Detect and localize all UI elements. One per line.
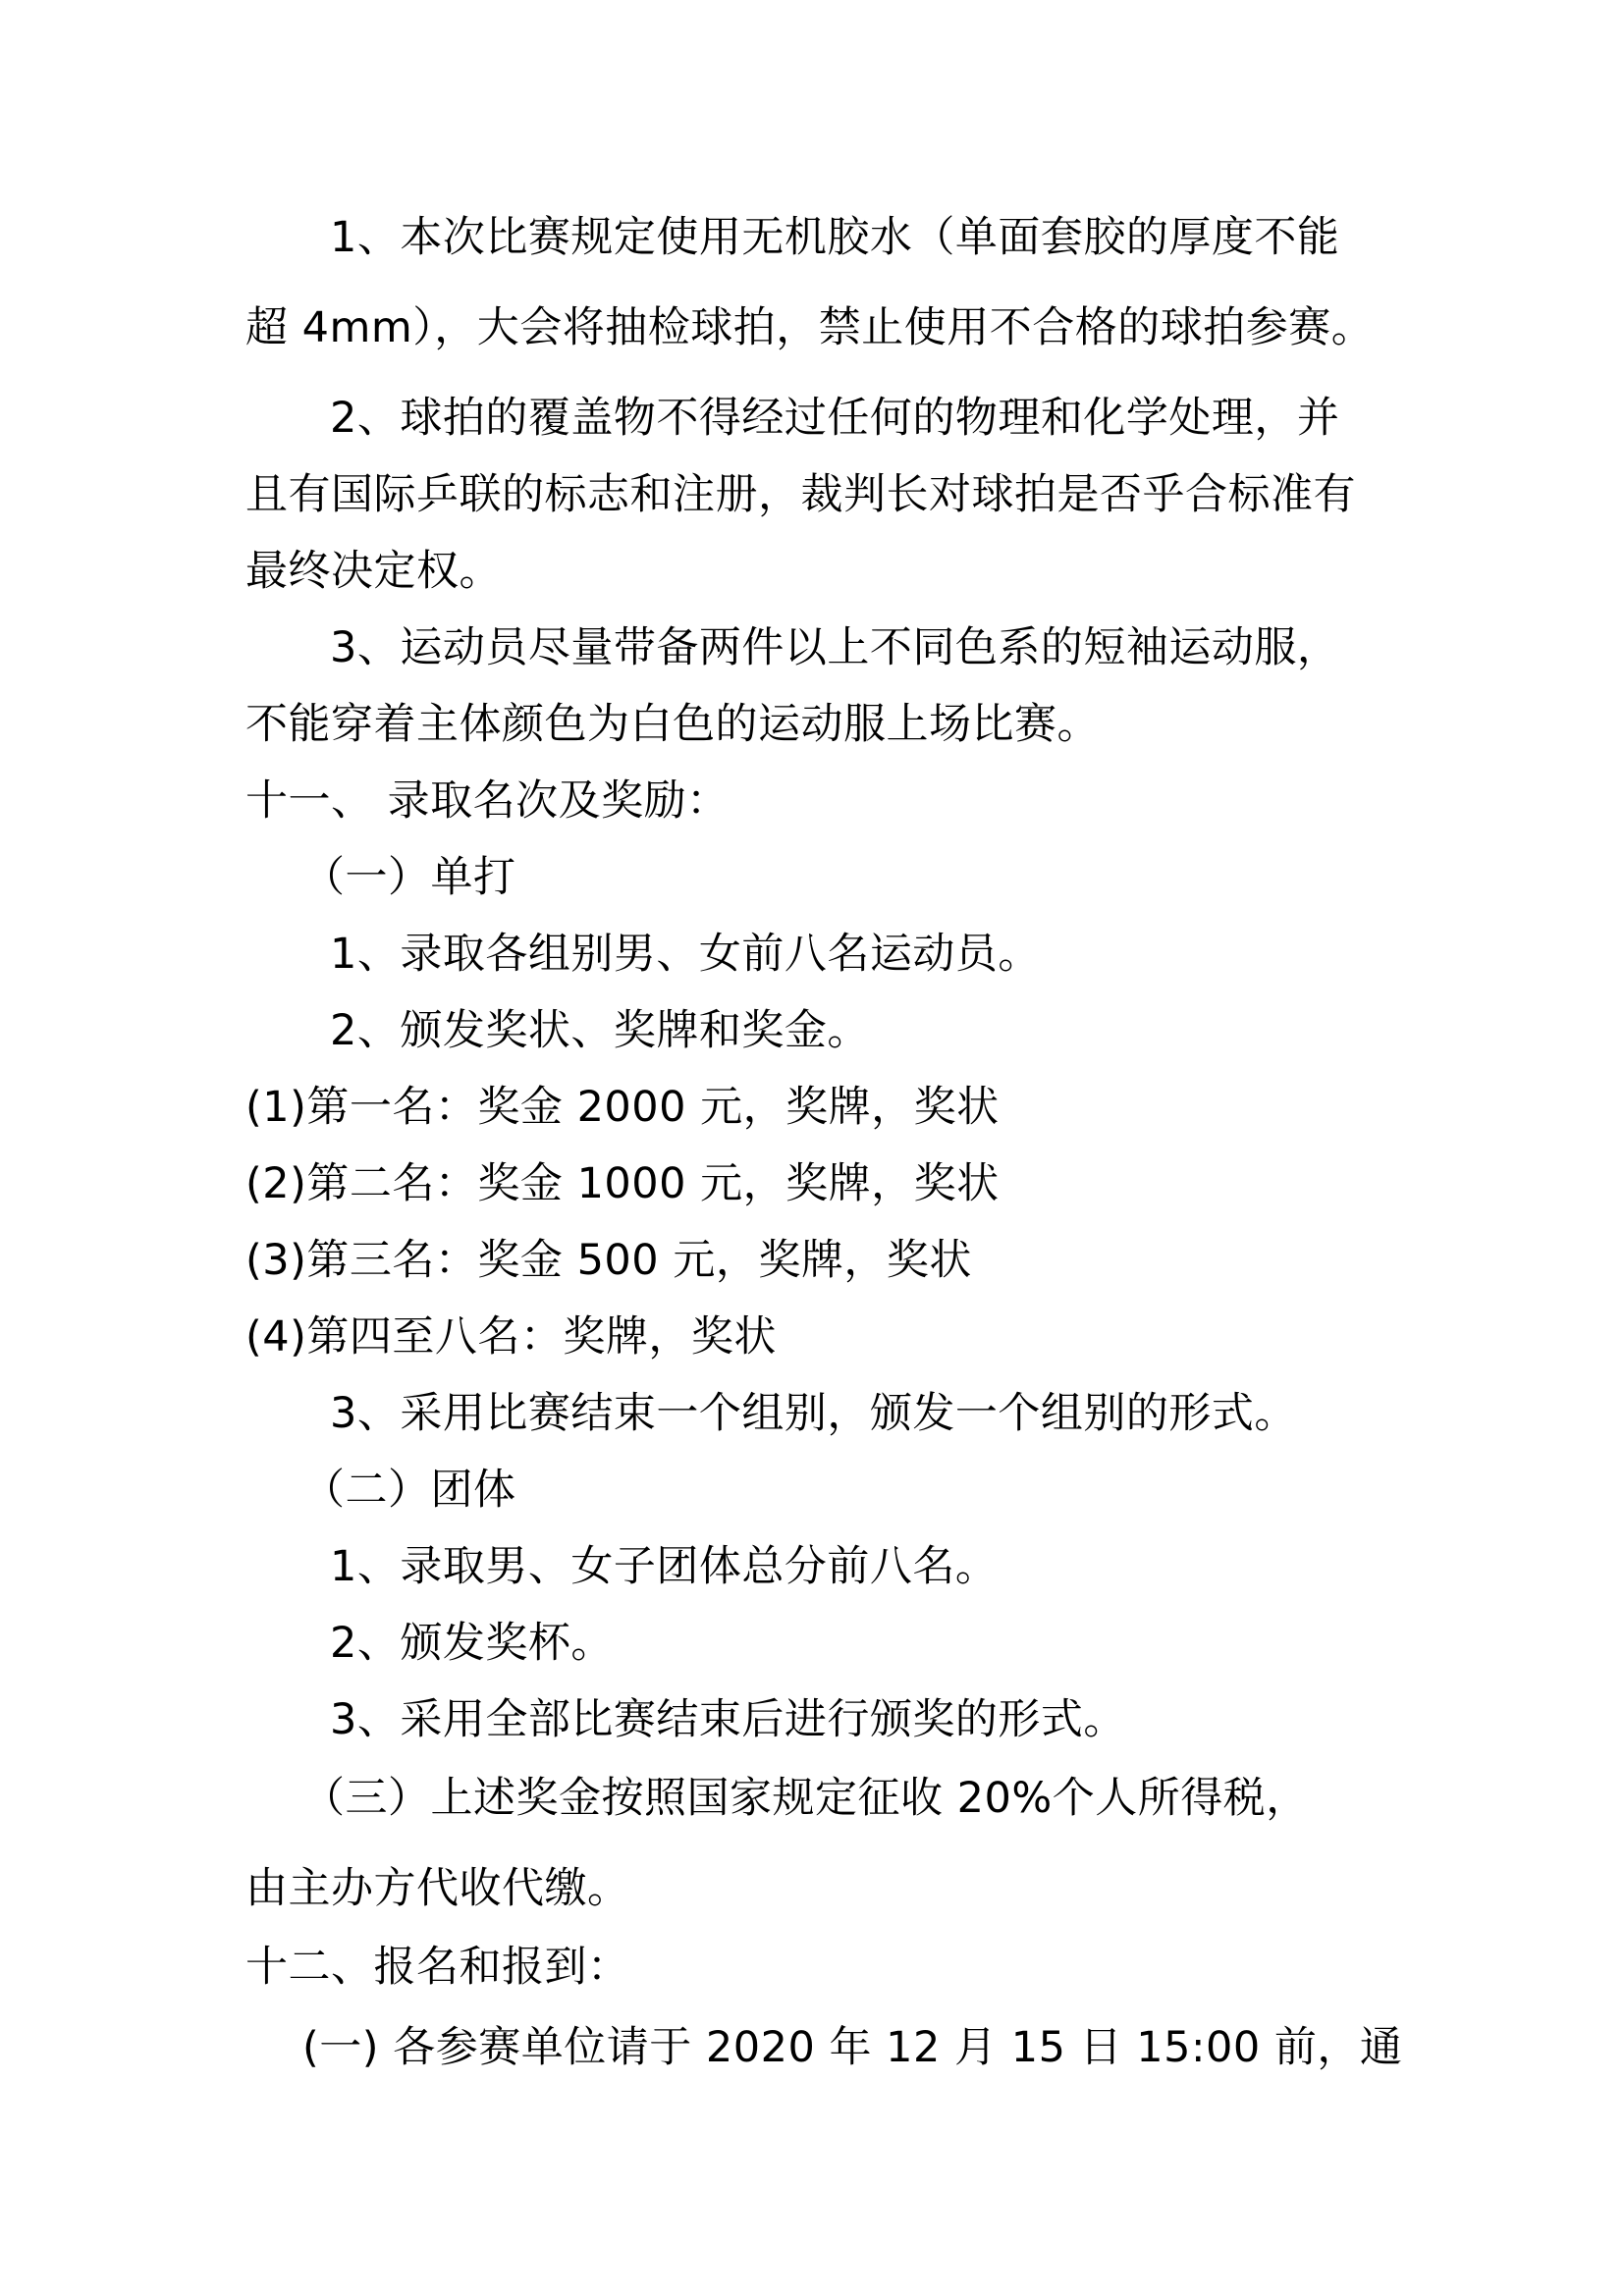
prize-line: (4)第四至八名：奖牌，奖状: [245, 1312, 777, 1362]
subsection-heading: （一）单打: [302, 853, 516, 902]
prize-line: (3)第三名：奖金 500 元，奖牌，奖状: [245, 1236, 972, 1285]
text-line: 3、采用全部比赛结束后进行颁奖的形式。: [330, 1695, 1126, 1744]
section-heading: 十一、 录取名次及奖励：: [245, 776, 730, 826]
text-line: （三）上述奖金按照国家规定征收 20%个人所得税，: [302, 1774, 1309, 1823]
text-line: 2、球拍的覆盖物不得经过任何的物理和化学处理，并: [330, 394, 1340, 443]
text-line: 2、颁发奖状、奖牌和奖金。: [330, 1006, 870, 1055]
text-line: 超 4mm），大会将抽检球拍，禁止使用不合格的球拍参赛。: [245, 303, 1375, 352]
text-line: (一) 各参赛单位请于 2020 年 12 月 15 日 15:00 前，通: [302, 2023, 1403, 2072]
text-line: 3、运动员尽量带备两件以上不同色系的短袖运动服，: [330, 623, 1340, 672]
prize-line: (1)第一名：奖金 2000 元，奖牌，奖状: [245, 1083, 1000, 1132]
prize-line: (2)第二名：奖金 1000 元，奖牌，奖状: [245, 1159, 1000, 1208]
text-line: 3、采用比赛结束一个组别，颁发一个组别的形式。: [330, 1389, 1297, 1438]
text-line: 由主办方代收代缴。: [245, 1864, 630, 1913]
text-line: 1、录取男、女子团体总分前八名。: [330, 1542, 999, 1591]
section-heading: 十二、报名和报到：: [245, 1943, 630, 1992]
text-line: 1、本次比赛规定使用无机胶水（单面套胶的厚度不能: [330, 213, 1340, 262]
subsection-heading: （二）团体: [302, 1466, 516, 1515]
text-line: 且有国际乒联的标志和注册，裁判长对球拍是否乎合标准有: [245, 470, 1356, 519]
text-line: 1、录取各组别男、女前八名运动员。: [330, 930, 1041, 979]
text-line: 2、颁发奖杯。: [330, 1619, 614, 1668]
text-line: 不能穿着主体颜色为白色的运动服上场比赛。: [245, 700, 1100, 749]
text-line: 最终决定权。: [245, 547, 502, 596]
